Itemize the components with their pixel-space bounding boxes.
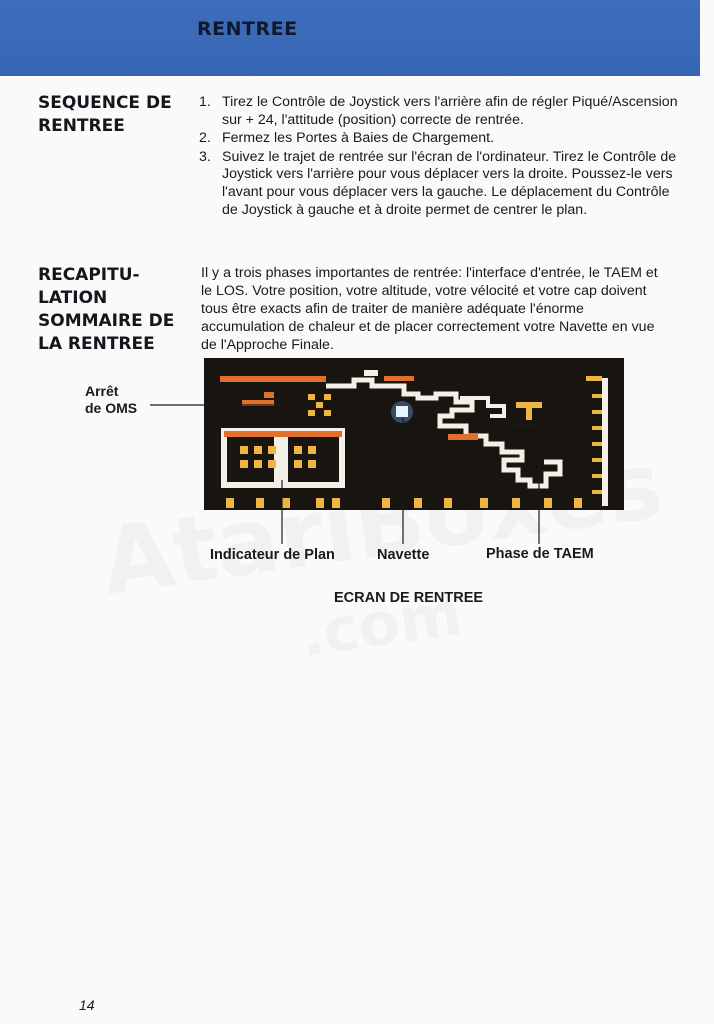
step-number: 2.: [199, 130, 211, 147]
step-text: Tirez le Contrôle de Joystick vers l'arrière afin de régler Piqué/Ascension sur + 24, l'attitude (position) correcte de rentrée.: [222, 94, 678, 128]
figure-caption: ECRAN DE RENTREE: [334, 590, 484, 606]
page-number: 14: [79, 997, 95, 1013]
taem-phase-label: Phase de TAEM: [486, 546, 594, 562]
plan-indicator-label: Indicateur de Plan: [210, 547, 335, 563]
label-line: Arrêt: [85, 383, 119, 399]
heading-line: RECAPITU-: [38, 265, 140, 285]
heading-line: SOMMAIRE DE: [38, 311, 175, 331]
step-text: Suivez le trajet de rentrée sur l'écran de l'ordinateur. Tirez le Contrôle de Joystick vers l'arrière pour vous déplacer vers la droite. Poussez-le vers l'avant pour vous déplacer vers la gauche. Le déplacement du Contrôle de Joystick à gauche et à droite permet de centrer le plan.: [222, 148, 677, 218]
heading-line: RENTREE: [38, 116, 125, 136]
label-line: de OMS: [85, 400, 138, 416]
oms-cutoff-label: [85, 383, 137, 417]
step-text: Fermez les Portes à Baies de Chargement.: [222, 130, 495, 147]
heading-line: LA RENTREE: [38, 334, 155, 354]
summary-paragraph: Il y a trois phases importantes de rentrée: l'interface d'entrée, le TAEM et le LOS. Votre position, votre altitude, votre vélocité et votre cap doivent tous être exacts afin de traiter de manière adéquate l'énorme accumulation de chaleur et de placer correctement votre Navette en vue de l'Approche Finale.: [201, 265, 658, 353]
step-number: 1.: [199, 94, 211, 110]
step-number: 3.: [199, 148, 211, 165]
heading-line: LATION: [38, 288, 108, 308]
shuttle-label: Navette: [377, 547, 430, 563]
heading-line: SEQUENCE DE: [38, 93, 172, 113]
page-title: RENTREE: [197, 18, 298, 40]
